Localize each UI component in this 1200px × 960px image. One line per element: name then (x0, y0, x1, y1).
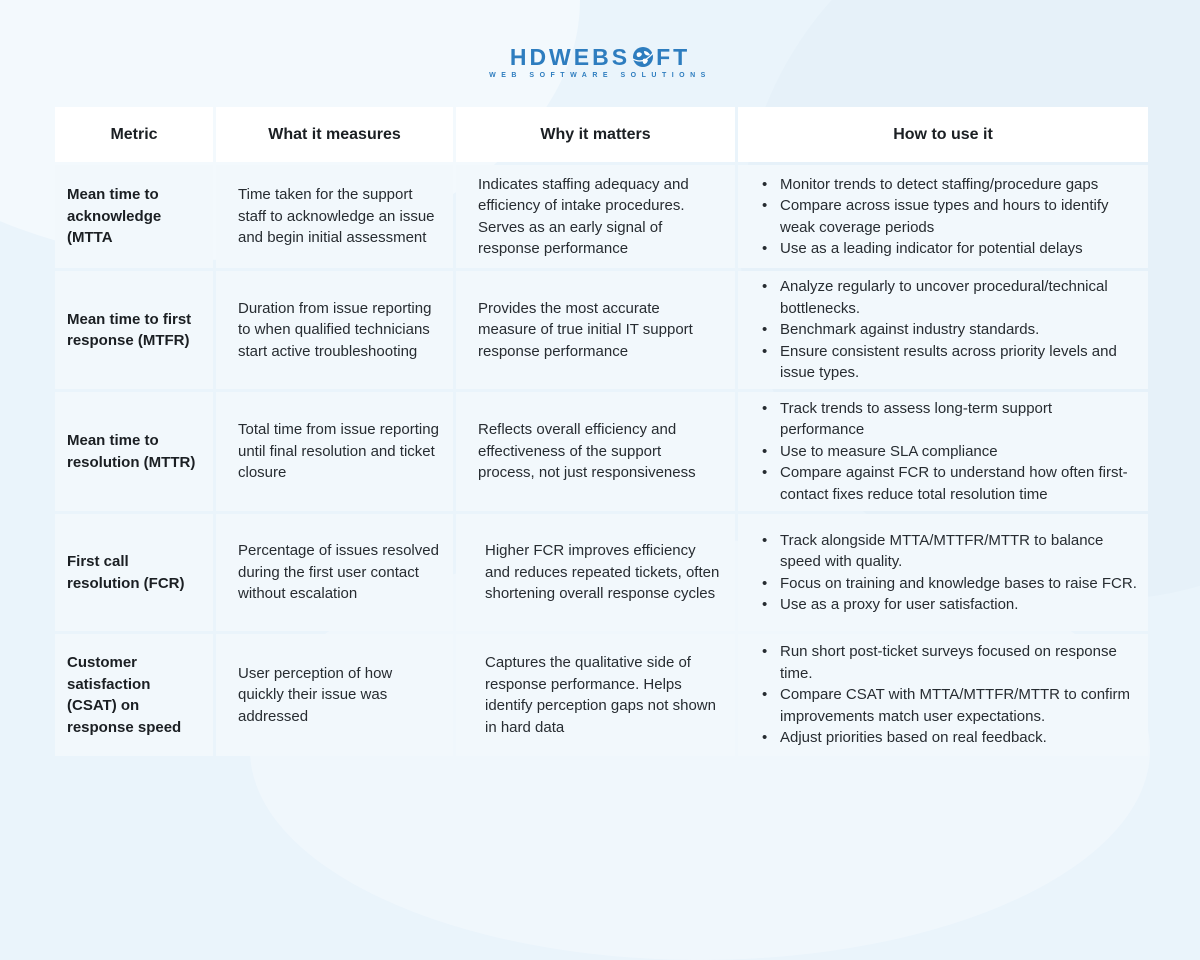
list-item: • Track trends to assess long-term support performance (780, 398, 1138, 441)
brand-name-left: HDWEBS (509, 44, 631, 70)
metric-matters: Provides the most accurate measure of true initial IT support response performance (456, 271, 735, 389)
metric-name: Customer satisfaction (CSAT) on response speed (55, 634, 213, 756)
uses-list (760, 174, 1138, 260)
list-item: • Compare across issue types and hours to identify weak coverage periods (780, 195, 1138, 238)
uses-list (760, 276, 1138, 384)
metric-matters: Higher FCR improves efficiency and reduces repeated tickets, often shortening overall response cycles (456, 514, 735, 631)
list-item: • Benchmark against industry standards. (780, 319, 1138, 341)
list-item: • Adjust priorities based on real feedback. (780, 727, 1138, 749)
list-item: • Ensure consistent results across priority levels and issue types. (780, 341, 1138, 384)
metric-name: Mean time to acknowledge (MTTA (55, 165, 213, 268)
header-how-to-use-it: How to use it (738, 107, 1148, 162)
metric-uses (738, 165, 1148, 268)
metric-matters: Indicates staffing adequacy and efficiency of intake procedures. Serves as an early signal of response performance (456, 165, 735, 268)
metric-name: First call resolution (FCR) (55, 514, 213, 631)
uses-list (760, 398, 1138, 506)
metric-uses (738, 634, 1148, 756)
brand-logo (0, 44, 1200, 79)
metric-name: Mean time to first response (MTFR) (55, 271, 213, 389)
metric-uses (738, 392, 1148, 511)
header-why-it-matters: Why it matters (456, 107, 735, 162)
brand-tagline: WEB SOFTWARE SOLUTIONS (489, 72, 711, 79)
metric-uses (738, 271, 1148, 389)
table-row (55, 514, 1148, 631)
metrics-table (52, 104, 1151, 759)
globe-icon (631, 45, 655, 69)
metric-measures: User perception of how quickly their issue was addressed (216, 634, 453, 756)
uses-list (760, 530, 1138, 616)
header-what-it-measures: What it measures (216, 107, 453, 162)
uses-list (760, 641, 1138, 749)
metric-measures: Total time from issue reporting until final resolution and ticket closure (216, 392, 453, 511)
table-header-row (55, 107, 1148, 162)
brand-wordmark (510, 44, 690, 70)
list-item: • Track alongside MTTA/MTTFR/MTTR to balance speed with quality. (780, 530, 1138, 573)
table-row (55, 271, 1148, 389)
table-row (55, 392, 1148, 511)
list-item: • Compare against FCR to understand how often first-contact fixes reduce total resolution time (780, 462, 1138, 505)
list-item: • Use as a leading indicator for potential delays (780, 238, 1138, 260)
metric-measures: Time taken for the support staff to acknowledge an issue and begin initial assessment (216, 165, 453, 268)
brand-name-right: FT (656, 44, 691, 70)
header-metric: Metric (55, 107, 213, 162)
metric-matters: Captures the qualitative side of response performance. Helps identify perception gaps not shown in hard data (456, 634, 735, 756)
list-item: • Analyze regularly to uncover procedural/technical bottlenecks. (780, 276, 1138, 319)
list-item: • Run short post-ticket surveys focused on response time. (780, 641, 1138, 684)
list-item: • Use to measure SLA compliance (780, 441, 1138, 463)
metric-name: Mean time to resolution (MTTR) (55, 392, 213, 511)
list-item: • Monitor trends to detect staffing/procedure gaps (780, 174, 1138, 196)
metric-measures: Percentage of issues resolved during the first user contact without escalation (216, 514, 453, 631)
list-item: • Compare CSAT with MTTA/MTTFR/MTTR to confirm improvements match user expectations. (780, 684, 1138, 727)
metric-matters: Reflects overall efficiency and effectiveness of the support process, not just responsiveness (456, 392, 735, 511)
table-row (55, 165, 1148, 268)
metric-measures: Duration from issue reporting to when qualified technicians start active troubleshooting (216, 271, 453, 389)
list-item: • Focus on training and knowledge bases to raise FCR. (780, 573, 1138, 595)
metric-uses (738, 514, 1148, 631)
table-row (55, 634, 1148, 756)
list-item: • Use as a proxy for user satisfaction. (780, 594, 1138, 616)
